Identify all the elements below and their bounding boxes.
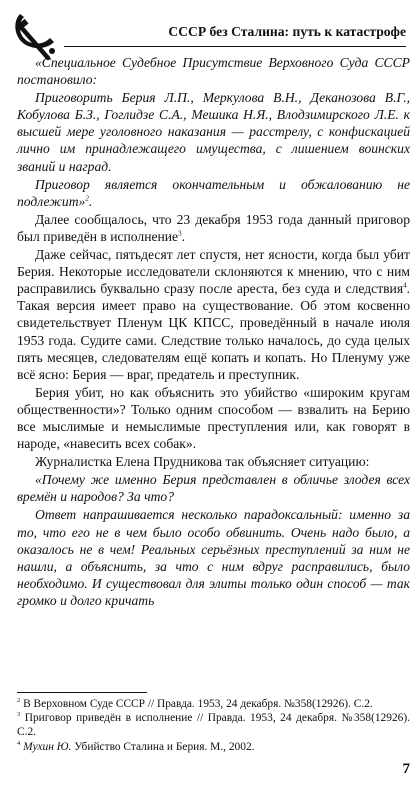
paragraph-text: Даже сейчас, пятьдесят лет спустя, нет ясности, когда был убит Берия. Некоторые исследователи склоняются к мнению, что с ним расправились буквально сразу после ареста, без суда и следствия (17, 247, 410, 297)
footnote-mark: 4 (17, 739, 21, 747)
footnote-mark: 2 (17, 697, 21, 705)
paragraph-verdict-sentence: Приговорить Берия Л.П., Меркулова В.Н., Деканозова В.Г., Кобулова Б.З., Гоглидзе С.А., Мешика Н.Я., Влодзимирского Л.Е. к высшей мере уголовного наказания — расстрелу, с конфискацией лично им принадлежащего имущества, с лишением воинских званий и наград. (17, 90, 410, 174)
paragraph-text: . Такая версия имеет право на существование. Об этом косвенно свидетельствует Пленум ЦК КПСС, проведённый в начале июля 1953 года. Судите сами. Следствие только началось, до суда целых пять месяцев, следователям ещё копать и копать. Но Пленуму уже всё ясно: Берия — враг, предатель и преступник. (17, 281, 410, 382)
footnote (17, 711, 410, 739)
paragraph-uncertainty (17, 246, 410, 383)
footnote-author: Мухин Ю. (23, 740, 72, 753)
footnote-text: Убийство Сталина и Берия. М., 2002. (71, 740, 255, 753)
paragraph-quote-question: «Почему же именно Берия представлен в обличье злодея всех времён и народов? За что? (17, 472, 410, 505)
footnotes (17, 697, 410, 754)
body-text (17, 54, 410, 609)
footnote-ref: 3 (178, 229, 182, 238)
header-rule (64, 46, 406, 47)
footnote-rule (17, 692, 147, 693)
paragraph-journalist: Журналистка Елена Прудникова так объясняет ситуацию: (35, 454, 370, 470)
paragraph-public-explanation: Берия убит, но как объяснить это убийство «широким кругам общественности»? Только одним способом — взвалить на Берию все мыслимые и немыслимые преступления или, как говорят в народе, «навесить всех собак». (17, 384, 410, 452)
page-number: 7 (402, 761, 410, 777)
paragraph-verdict-final (17, 176, 410, 210)
footnote-ref: 2 (85, 194, 89, 203)
paragraph-text: . (88, 193, 93, 209)
paragraph-quote-answer: Ответ напрашивается несколько парадоксальный: именно за то, что его не в чем было особо обвинить. Очень надо было, а оказалось не в чем! Реальных серьёзных преступлений за ним не нашли, а объяснить, за что с ним вдруг расправились, было необходимо. И существовал для элиты только один способ — так громко и долго кричать (17, 507, 410, 608)
footnote-ref: 4 (403, 281, 407, 290)
footnote-mark: 3 (17, 711, 21, 719)
footnote-text: В Верховном Суде СССР // Правда. 1953, 24 декабря. №358(12926). С.2. (23, 698, 373, 710)
paragraph-text: . (181, 228, 185, 244)
footnote-text: Приговор приведён в исполнение // Правда. 1953, 24 декабря. №358(12926). С.2. (17, 712, 410, 739)
footnote (17, 697, 410, 711)
paragraph-execution (17, 211, 410, 245)
footnote (17, 740, 410, 754)
paragraph-text: Далее сообщалось, что 23 декабря 1953 года данный приговор был приведён в исполнение (17, 211, 410, 244)
paragraph-verdict-intro: «Специальное Судебное Присутствие Верховного Суда СССР постановило: (17, 55, 410, 88)
paragraph-text: Приговор является окончательным и обжалованию не подлежит» (17, 176, 410, 209)
running-title: СССР без Сталина: путь к катастрофе (168, 24, 406, 39)
